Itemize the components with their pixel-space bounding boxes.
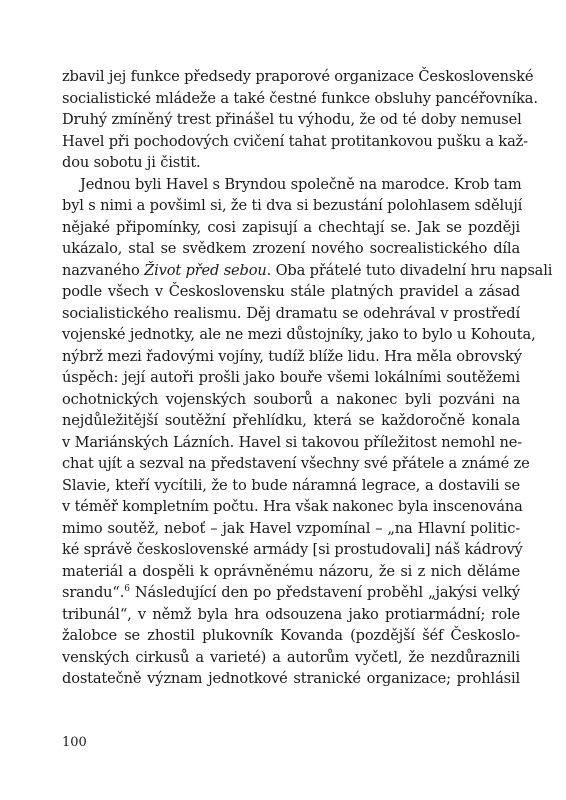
text-line: dou sobotu ji čistit. xyxy=(62,154,201,171)
text-line: zbavil jej funkce předsedy praporové organizace Československé xyxy=(62,68,534,85)
text-line: úspěch: její autoři prošli jako bouře všemi lokálními soutěžemi xyxy=(62,369,520,386)
play-title: Život před sebou xyxy=(144,261,267,279)
text-line: ké správě československé armády [si prostudovali] náš kádrový xyxy=(62,541,523,558)
text-segment: nazvaného xyxy=(62,261,145,279)
footnote-reference[interactable]: 6 xyxy=(124,584,130,595)
text-line: vojenské jednotky, ale ne mezi důstojníky, jako to bylo u Kohouta, xyxy=(62,326,536,343)
text-line: Jednou byli Havel s Bryndou společně na marodce. Krob tam xyxy=(80,175,522,193)
text-line: v téměř kompletním počtu. Hra však nakonec byla inscenována xyxy=(62,498,523,515)
text-segment: srandu“. xyxy=(62,584,125,601)
page-number: 100 xyxy=(62,735,87,750)
text-line: žalobce se zhostil plukovník Kovanda (pozdější šéf Českoslo- xyxy=(62,627,520,644)
text-line: v Mariánských Lázních. Havel si takovou příležitost nemohl ne- xyxy=(62,433,523,451)
text-line: Havel při pochodových cvičení tahat protitankovou pušku a kaž- xyxy=(62,132,528,150)
text-line: dostatečně význam jednotkové stranické organizace; prohlásil xyxy=(62,670,520,687)
text-line: socialistického realismu. Děj dramatu se odehrával v prostředí xyxy=(62,304,520,322)
text-line: Druhý zmíněný trest přinášel tu výhodu, že od té doby nemusel xyxy=(62,111,522,128)
text-line: mimo soutěž, neboť – jak Havel vzpomínal – „na Hlavní politic- xyxy=(62,519,520,537)
text-line: podle všech v Československu stále platných pravidel a zásad xyxy=(62,283,520,300)
text-line: ukázalo, stal se svědkem zrození nového socrealistického díla xyxy=(62,240,520,257)
text-line: byl s nimi a povšiml si, že ti dva si bezustání polohlasem sdělují xyxy=(62,197,523,214)
text-line: tribunál“, v němž byla hra odsouzena jako protiarmádní; role xyxy=(62,605,520,623)
text-line: materiál a dospěli k oprávněnému názoru, že si z nich děláme xyxy=(62,562,520,580)
body-text xyxy=(62,66,553,690)
text-segment: Následující den po představení proběhl „jakýsi velký xyxy=(129,584,520,601)
text-line: nejdůležitější soutěžní přehlídku, která se každoročně konala xyxy=(62,412,520,429)
text-line xyxy=(62,260,553,282)
text-line: venských cirkusů a varieté) a autorům vyčetl, že nezdůraznili xyxy=(62,648,520,666)
text-line: nýbrž mezi řadovými vojíny, tudíž blíže lidu. Hra měla obrovský xyxy=(62,347,522,365)
text-line: chat ujít a sezval na představení všechny své přátele a známé ze xyxy=(62,455,530,472)
text-line: socialistické mládeže a také čestné funkce obsluhy pancéřovníka. xyxy=(62,89,538,107)
text-line: ochotnických vojenských souborů a nakonec byli pozváni na xyxy=(62,390,520,408)
text-line: nějaké připomínky, cosi zapisují a chechtají se. Jak se později xyxy=(62,218,520,236)
text-segment: . Oba přátelé tuto divadelní hru napsali xyxy=(266,261,553,279)
text-line: Slavie, kteří vycítili, že to bude náramná legrace, a dostavili se xyxy=(62,476,520,494)
text-line xyxy=(62,582,520,604)
